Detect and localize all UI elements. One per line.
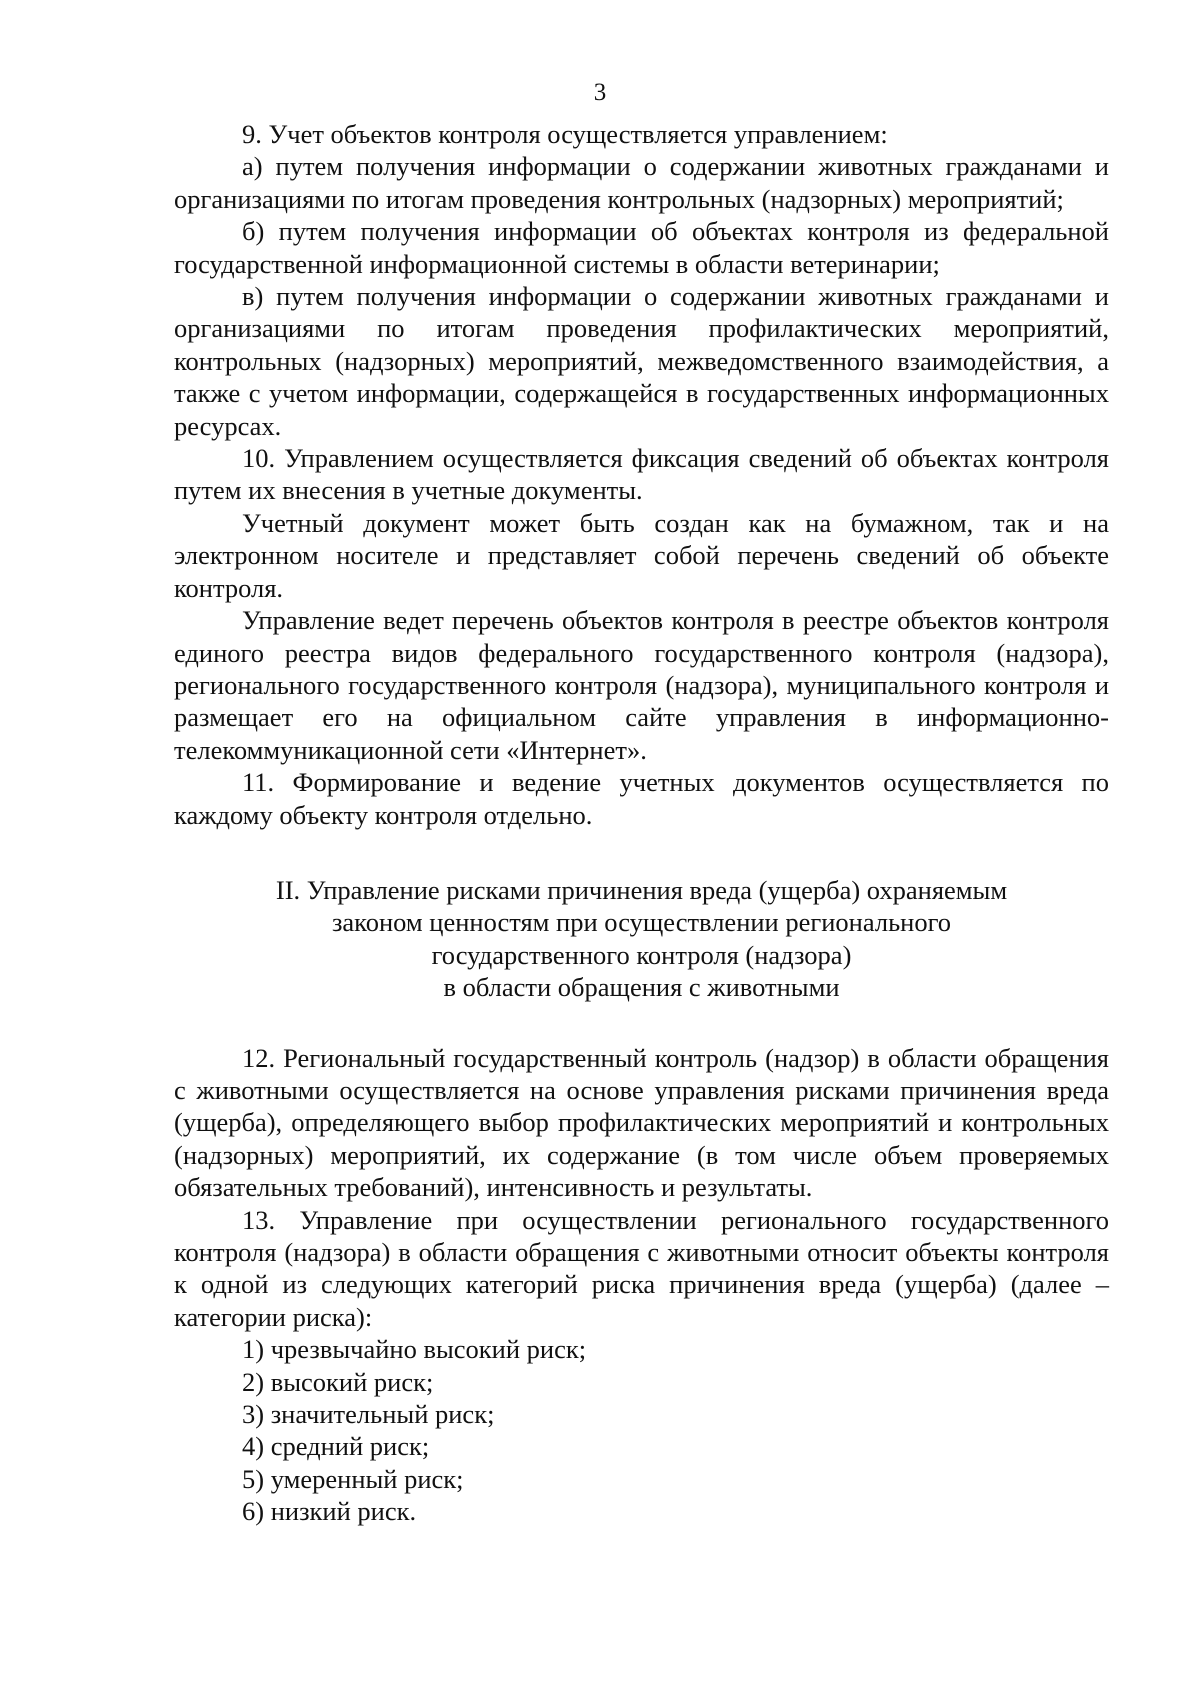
paragraph-9-b: б) путем получения информации об объектах контроля из федеральной государственной информационной системы в области ветеринарии;	[174, 216, 1109, 279]
paragraph-9-a: а) путем получения информации о содержании животных гражданами и организациями по итогам проведения контрольных (надзорных) мероприятий;	[174, 151, 1109, 214]
section-heading-line: II. Управление рисками причинения вреда (ущерба) охраняемым	[275, 874, 1008, 905]
paragraph-10-record-document: Учетный документ может быть создан как на бумажном, так и на электронном носителе и представляет собой перечень сведений об объекте контроля.	[174, 507, 1109, 603]
page-number: 3	[593, 79, 607, 106]
section-heading-line: законом ценностям при осуществлении регионального	[331, 907, 952, 938]
risk-category-item: 4) средний риск;	[242, 1431, 430, 1462]
risk-category-item: 1) чрезвычайно высокий риск;	[242, 1334, 587, 1365]
paragraph-10-registry: Управление ведет перечень объектов контроля в реестре объектов контроля единого реестра видов федерального государственного контроля (надзора), регионального государственного контроля (надзора), муниципального контроля и размещает его на официальном сайте управления в информационно-телекоммуникационной сети «Интернет».	[174, 605, 1109, 765]
section-heading-line: в области обращения с животными	[443, 972, 840, 1003]
paragraph-13: 13. Управление при осуществлении регионального государственного контроля (надзора) в области обращения с животными относит объекты контроля к одной из следующих категорий риска причинения вреда (ущерба) (далее – категории риска):	[174, 1204, 1109, 1332]
risk-category-item: 5) умеренный риск;	[242, 1463, 464, 1494]
paragraph-9-v: в) путем получения информации о содержании животных гражданами и организациями по итогам проведения профилактических мероприятий, контрольных (надзорных) мероприятий, межведомственного взаимодействия, а также с учетом информации, содержащейся в государственных информационных ресурсах.	[174, 281, 1109, 441]
risk-category-item: 6) низкий риск.	[242, 1496, 417, 1527]
section-heading-line: государственного контроля (надзора)	[431, 939, 852, 970]
paragraph-10: 10. Управлением осуществляется фиксация сведений об объектах контроля путем их внесения в учетные документы.	[174, 443, 1109, 506]
risk-category-item: 2) высокий риск;	[242, 1366, 434, 1397]
paragraph-11: 11. Формирование и ведение учетных документов осуществляется по каждому объекту контроля отдельно.	[174, 767, 1109, 830]
section-heading	[174, 874, 1109, 1004]
risk-category-item: 3) значительный риск;	[242, 1399, 495, 1430]
paragraph-12: 12. Региональный государственный контроль (надзор) в области обращения с животными осуществляется на основе управления рисками причинения вреда (ущерба), определяющего выбор профилактических мероприятий и контрольных (надзорных) мероприятий, их содержание (в том числе объем проверяемых обязательных требований), интенсивность и результаты.	[174, 1042, 1109, 1203]
paragraph-9: 9. Учет объектов контроля осуществляется управлением:	[242, 119, 888, 149]
document-body	[174, 118, 1109, 1528]
